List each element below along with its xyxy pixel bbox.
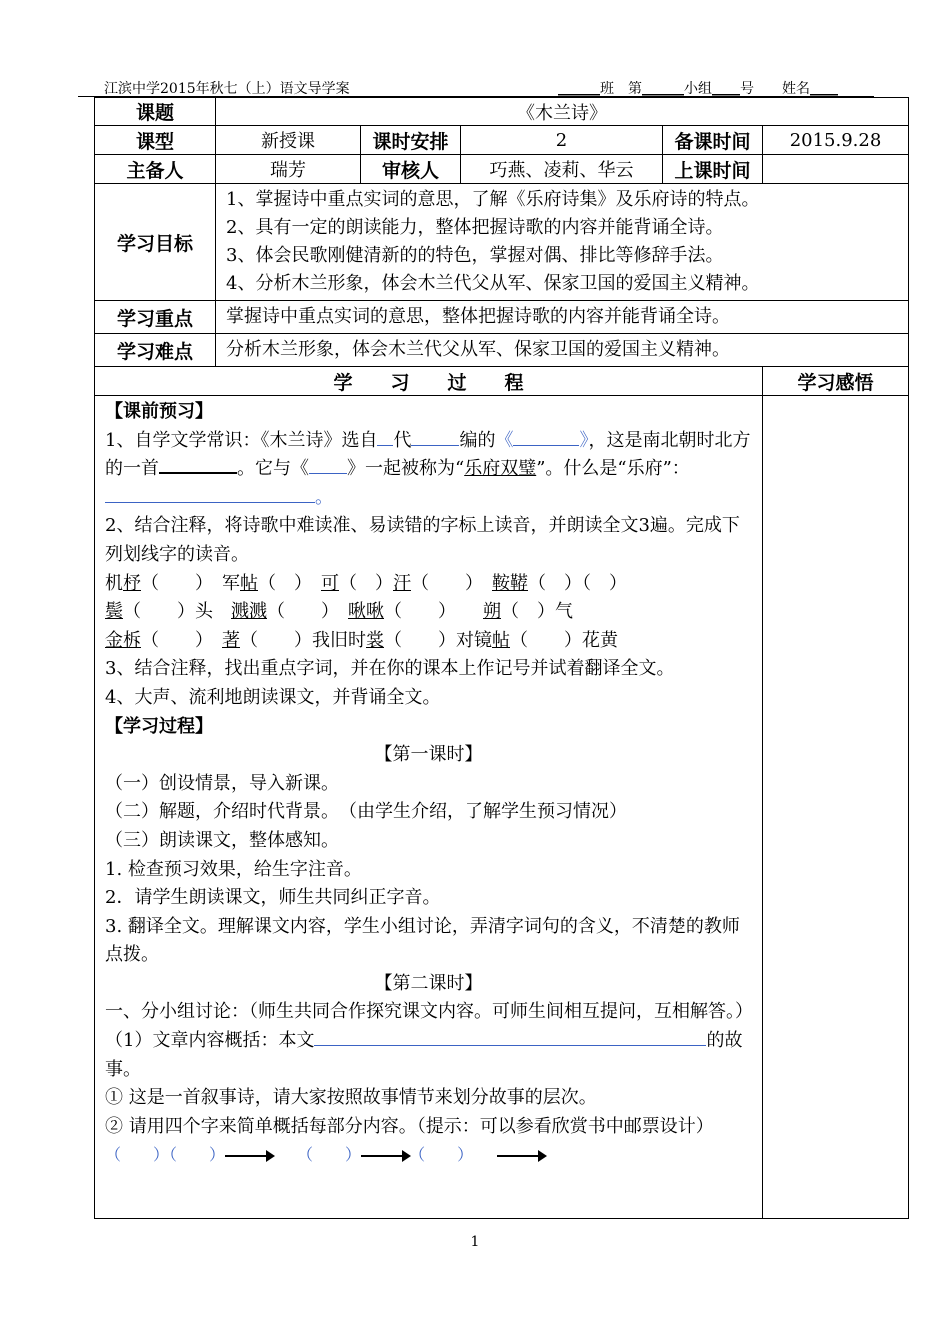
pron-text: （ ） 军 — [141, 572, 240, 594]
summary-text-end: 的故事。 — [105, 1030, 743, 1080]
insight-area[interactable] — [763, 396, 909, 1219]
preview-q1 — [105, 427, 752, 513]
reviewer-value: 巧燕、凌莉、华云 — [461, 155, 663, 184]
pron-word: 鞍鞯 — [492, 572, 528, 594]
q1-pair-blank[interactable] — [309, 473, 347, 474]
flow-blank-2[interactable]: （ ） — [169, 1145, 226, 1165]
header-di-label: 第 — [628, 81, 642, 97]
header-group-label: 小组 — [684, 81, 712, 97]
pron-text: （ ） — [411, 572, 492, 594]
header-group-blank[interactable]: ______ — [642, 81, 684, 97]
pron-word: 汗 — [393, 572, 411, 594]
flow-blank-3[interactable]: （ ） — [305, 1145, 362, 1165]
type-label: 课型 — [95, 126, 216, 155]
flow-blank-4[interactable]: （ ） — [409, 1145, 466, 1165]
arrow-icon — [225, 1155, 273, 1157]
lesson1-title: 【第一课时】 — [374, 744, 483, 766]
prep-time-value: 2015.9.28 — [763, 126, 909, 155]
class-time-value[interactable] — [763, 155, 909, 184]
goal-item: 2、具有一定的朗读能力，整体把握诗歌的内容并能背诵全诗。 — [226, 217, 724, 238]
q1-book-open: 《 — [495, 429, 514, 451]
pron-text: （ ）花黄 — [510, 629, 618, 651]
type-row — [95, 126, 909, 155]
pron-text: （ ）气 — [501, 601, 573, 623]
process-row — [95, 396, 909, 1219]
q1-text-i: ”。什么是“乐府”： — [536, 458, 690, 480]
author-value: 瑞芳 — [216, 155, 361, 184]
circle-item-1: ① 这是一首叙事诗，请大家按照故事情节来划分故事的层次。 — [105, 1087, 597, 1109]
q1-dynasty-blank[interactable] — [377, 445, 393, 446]
q1-book-close: 》 — [579, 429, 589, 451]
process-header-row — [95, 367, 909, 396]
class-time-label: 上课时间 — [663, 155, 763, 184]
q1-yuefu-blank[interactable] — [105, 502, 315, 503]
arrow-icon — [497, 1155, 545, 1157]
arrow-icon — [361, 1155, 409, 1157]
prep-time-label: 备课时间 — [663, 126, 763, 155]
discussion-1: 一、分小组讨论：（师生共同合作探究课文内容。可师生间相互提问，互相解答。） — [105, 1001, 753, 1023]
q1-text-e: ，这是南北朝时北方的一首 — [105, 429, 751, 480]
pron-text: （ ） — [339, 572, 393, 594]
lesson2-title: 【第二课时】 — [374, 972, 483, 994]
discussion-1-1 — [105, 1027, 752, 1084]
page-header — [78, 78, 874, 97]
preview-q3: 3、结合注释，找出重点字词，并在你的课本上作记号并试着翻译全文。 — [105, 658, 675, 680]
story-flow — [105, 1141, 752, 1170]
process-header: 学 习 过 程 — [95, 367, 763, 396]
q1-book-blank[interactable] — [513, 445, 579, 446]
key-point-row — [95, 301, 909, 334]
q1-dai: 代 — [393, 429, 412, 451]
goals-row — [95, 184, 909, 301]
pron-text: （ ）对镜 — [384, 629, 492, 651]
pron-text: （ ）头 — [123, 601, 231, 623]
pron-word: 啾啾 — [348, 601, 384, 623]
difficulty-label: 学习难点 — [95, 334, 216, 367]
step-3-3: 3. 翻译全文。理解课文内容，学生小组讨论，弄清字词句的含义，不清楚的教师点拨。 — [105, 915, 740, 966]
pron-text: （ ）我旧时 — [240, 629, 366, 651]
goal-item: 4、分析木兰形象，体会木兰代父从军、保家卫国的爱国主义精神。 — [226, 273, 760, 294]
goal-item: 1、掌握诗中重点实词的意思，了解《乐府诗集》及乐府诗的特点。 — [226, 189, 760, 210]
preview-q2: 2、结合注释，将诗歌中难读准、易读错的字标上读音，并朗读全文3遍。完成下列划线字的读音。 — [105, 515, 740, 565]
header-name-blank[interactable]: ____ — [810, 81, 838, 97]
q1-text-b: 编的 — [459, 429, 496, 451]
pron-word: 鬓 — [105, 601, 123, 623]
type-value: 新授课 — [216, 126, 361, 155]
header-number-blank[interactable]: ____ — [712, 81, 740, 97]
q1-editor-blank[interactable] — [411, 445, 459, 446]
author-label: 主备人 — [95, 155, 216, 184]
pron-word: 金柝 — [105, 629, 141, 651]
step-2: （二）解题，介绍时代背景。 （由学生介绍，了解学生预习情况） — [105, 801, 627, 823]
preview-q4: 4、大声、流利地朗读课文，并背诵全文。 — [105, 686, 441, 708]
hours-label: 课时安排 — [361, 126, 461, 155]
q1-text: 1、自学文学常识：《木兰诗》选自 — [105, 429, 378, 451]
goal-item: 3、体会民歌刚健清新的的特色，掌握对偶、排比等修辞手法。 — [226, 245, 724, 266]
reviewer-label: 审核人 — [361, 155, 461, 184]
header-title: 江滨中学2015年秋七（上）语文导学案 — [104, 81, 350, 97]
header-number-label: 号 — [740, 81, 754, 97]
pron-text: （ ） — [384, 601, 483, 623]
pron-word: 杼 — [123, 572, 141, 594]
pronunciation-row-2 — [105, 598, 752, 627]
author-row — [95, 155, 909, 184]
topic-value: 《木兰诗》 — [216, 98, 909, 126]
pron-word: 裳 — [366, 629, 384, 651]
insight-header: 学习感悟 — [763, 367, 909, 396]
page-number: 1 — [470, 1234, 480, 1250]
difficulty-text: 分析木兰形象，体会木兰代父从军、保家卫国的爱国主义精神。 — [216, 334, 909, 367]
q1-shuangbi: 乐府双璧 — [464, 458, 537, 480]
pron-word: 溅溅 — [231, 601, 267, 623]
pronunciation-row-1 — [105, 570, 752, 599]
step-3-2: 2．请学生朗读课文，师生共同纠正字音。 — [105, 887, 441, 909]
summary-text: （1）文章内容概括：本文 — [105, 1030, 315, 1052]
key-point-text: 掌握诗中重点实词的意思，整体把握诗歌的内容并能背诵全诗。 — [216, 301, 909, 334]
process-title: 【学习过程】 — [105, 715, 213, 737]
q1-text-g: 》一起被称为“ — [347, 458, 465, 480]
step-3-1: 1. 检查预习效果，给生字注音。 — [105, 858, 362, 880]
pron-text: （ ）（ ） — [528, 572, 627, 594]
q1-text-f: 。它与《 — [237, 458, 309, 480]
goals-list — [216, 184, 909, 301]
lesson-plan-table — [94, 97, 909, 1219]
q1-end: 。 — [315, 486, 333, 508]
header-class-label: 班 — [600, 81, 614, 97]
pron-word: 帖 — [492, 629, 510, 651]
goals-label: 学习目标 — [95, 184, 216, 301]
process-content — [95, 396, 763, 1219]
summary-blank[interactable] — [314, 1045, 706, 1046]
header-class-blank[interactable]: ______ — [558, 81, 600, 97]
key-point-label: 学习重点 — [95, 301, 216, 334]
pron-word: 著 — [222, 629, 240, 651]
difficulty-row — [95, 334, 909, 367]
pron-word: 帖 — [240, 572, 258, 594]
topic-row — [95, 98, 909, 126]
circle-item-2: ② 请用四个字来简单概括每部分内容。（提示：可以参看欣赏书中邮票设计） — [105, 1115, 714, 1137]
pron-word: 朔 — [483, 601, 501, 623]
step-1: （一）创设情景，导入新课。 — [105, 772, 339, 794]
flow-blank-1[interactable]: （ ） — [105, 1145, 170, 1165]
pronunciation-row-3 — [105, 627, 752, 656]
q1-genre-blank[interactable] — [159, 472, 237, 474]
pron-text: 机 — [105, 572, 123, 594]
header-name-label: 姓名 — [782, 81, 810, 97]
pron-text: （ ） — [141, 629, 222, 651]
pron-text: （ ） — [267, 601, 348, 623]
preview-title: 【课前预习】 — [105, 401, 213, 422]
hours-value: 2 — [461, 126, 663, 155]
step-3: （三）朗读课文，整体感知。 — [105, 829, 339, 851]
pron-word: 可 — [321, 572, 339, 594]
header-student-info — [558, 78, 838, 98]
pron-text: （ ） — [258, 572, 321, 594]
topic-label: 课题 — [95, 98, 216, 126]
